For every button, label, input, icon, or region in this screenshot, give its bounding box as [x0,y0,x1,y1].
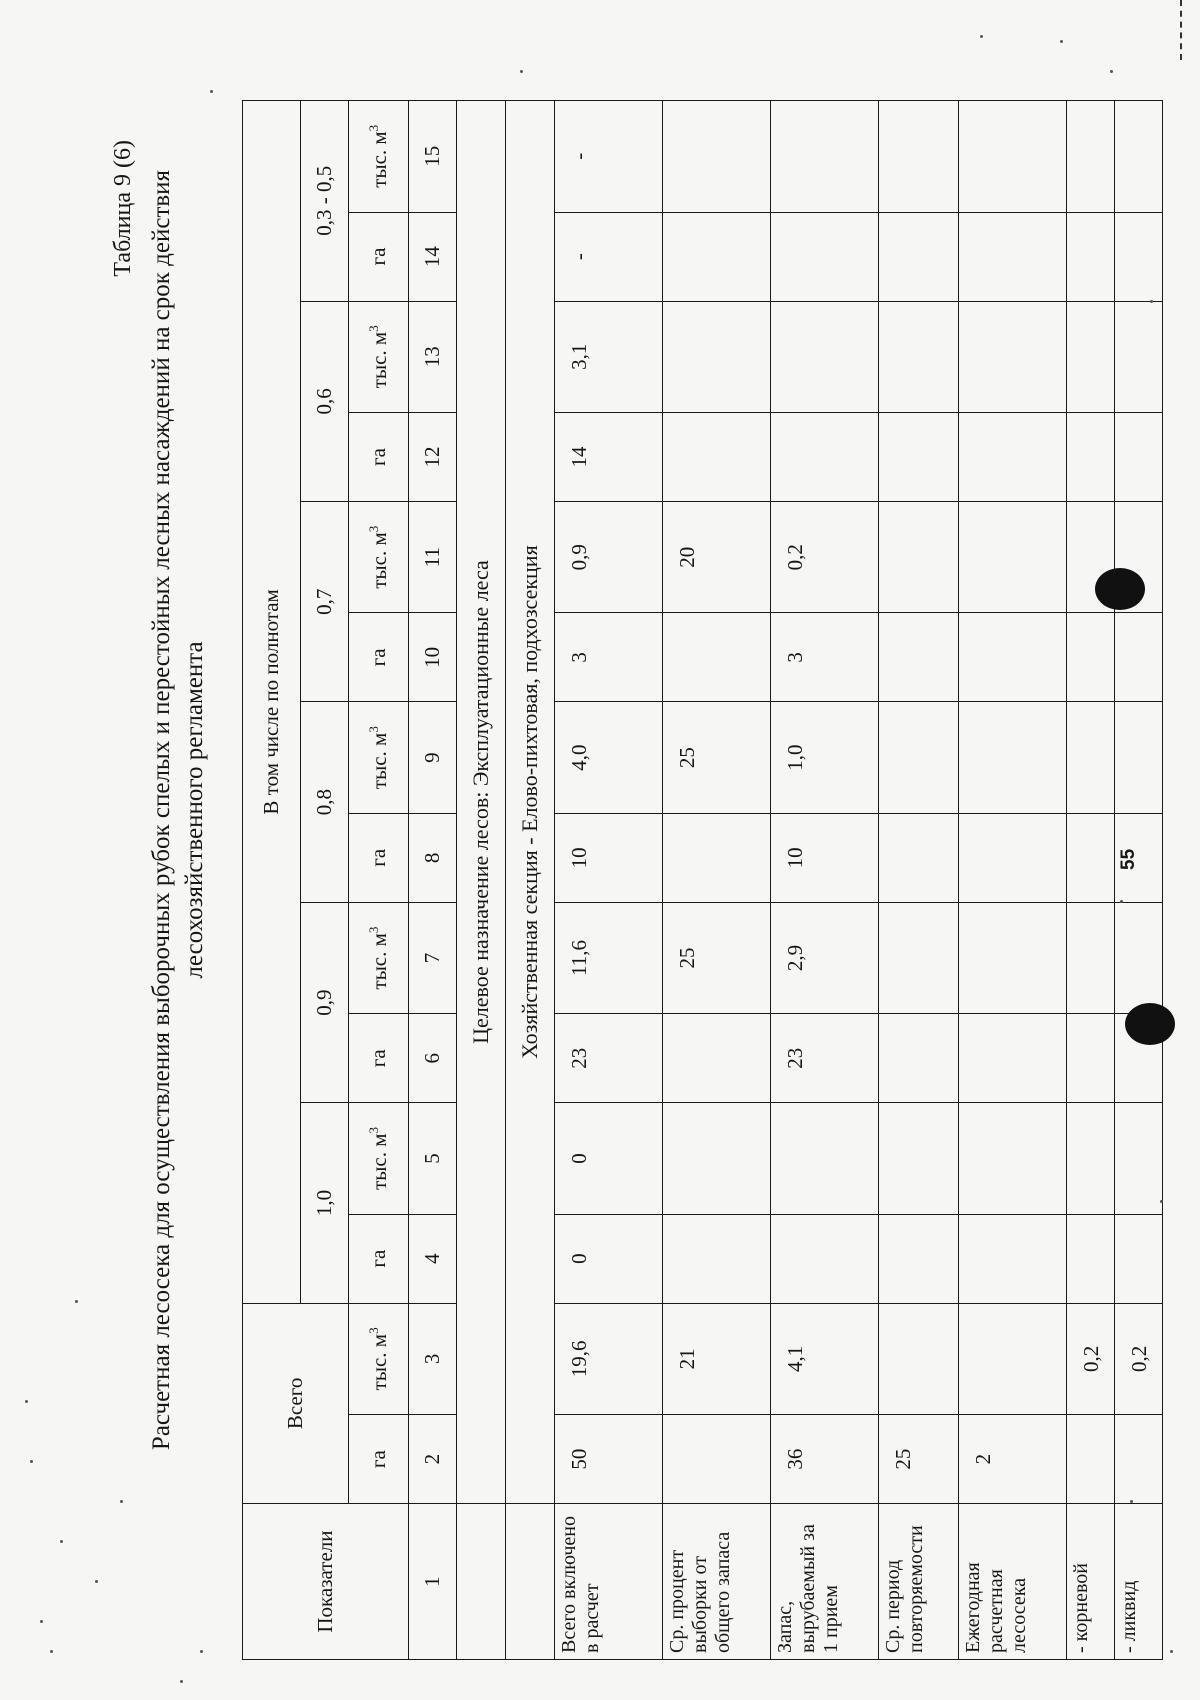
document-title [145,140,211,1480]
unit-ha: га [349,613,409,702]
unit-volume-superscript: 3 [365,525,381,533]
table-cell [1115,212,1163,301]
row-label: Ср. период повторяемости [879,1504,959,1660]
table-cell [1067,101,1115,213]
table-cell [1067,613,1115,702]
table-cell [663,301,771,412]
table-cell: 36 [771,1415,879,1504]
table-cell [879,212,959,301]
row-label: Ежегодная расчетная лесосека [959,1504,1067,1660]
table-cell [959,1214,1067,1303]
table-cell [959,702,1067,813]
section-economic: Хозяйственная секция - Елово-пихтовая, подхозсекция [506,101,555,1504]
column-number: 15 [409,101,457,213]
page-number: 55 [1118,848,1139,870]
unit-volume [349,702,409,813]
table-cell [1115,702,1163,813]
table-cell [879,702,959,813]
unit-volume [349,1303,409,1414]
scan-speck [520,70,523,73]
scan-speck [75,1300,78,1303]
table-cell: 0 [555,1214,663,1303]
table-cell [1115,613,1163,702]
table-number: Таблица 9 (6) [110,140,136,277]
column-number: 1 [409,1504,457,1660]
section-purpose: Целевое назначение лесов: Эксплуатационные леса [457,101,506,1504]
table-row [771,101,879,1660]
table-cell [1067,412,1115,501]
table-cell [1067,902,1115,1013]
density-header: 1,0 [301,1103,349,1303]
table-cell [879,1303,959,1414]
table-cell [879,1014,959,1103]
table-cell [771,1103,879,1214]
table-cell: 50 [555,1415,663,1504]
table-cell: 10 [771,813,879,902]
table-cell [879,1103,959,1214]
column-number: 3 [409,1303,457,1414]
table-cell [663,1214,771,1303]
table-cell [663,212,771,301]
unit-ha: га [349,212,409,301]
unit-volume-superscript: 3 [365,325,381,332]
table-cell [1067,1103,1115,1214]
table-cell [663,613,771,702]
table-row [1067,101,1115,1660]
column-number: 10 [409,613,457,702]
row-label: - корневой [1067,1504,1115,1660]
column-number: 5 [409,1103,457,1214]
column-number: 8 [409,813,457,902]
table-cell: 0 [555,1103,663,1214]
table-cell: 25 [663,902,771,1013]
table-cell [959,412,1067,501]
table-cell [1067,702,1115,813]
table-cell: 0,9 [555,502,663,613]
table-cell: 2,9 [771,902,879,1013]
row-label: Всего включено в расчет [555,1504,663,1660]
table-cell [1115,1415,1163,1504]
table-cell [663,813,771,902]
table-cell [959,1014,1067,1103]
table-cell [663,1415,771,1504]
column-number: 4 [409,1214,457,1303]
table-cell [1115,1214,1163,1303]
table-cell: 3 [771,613,879,702]
column-number: 7 [409,902,457,1013]
table-cell: 25 [879,1415,959,1504]
unit-ha: га [349,412,409,501]
table-cell [771,101,879,213]
table-cell [879,101,959,213]
table-cell [959,101,1067,213]
table-cell: 3 [555,613,663,702]
unit-ha: га [349,1214,409,1303]
scan-speck [50,1650,53,1653]
table-cell [1067,301,1115,412]
table-row [959,101,1067,1660]
table-cell [1115,902,1163,1013]
table-cell [879,902,959,1013]
table-cell: 23 [771,1014,879,1103]
table-row [1115,101,1163,1660]
section-blank [506,1504,555,1660]
table-cell: 19,6 [555,1303,663,1414]
row-label: Ср. процент выборки от общего запаса [663,1504,771,1660]
unit-volume-superscript: 3 [365,124,381,132]
table-cell: 3,1 [555,301,663,412]
scan-speck [40,1620,43,1623]
unit-volume [349,1103,409,1214]
table-row [879,101,959,1660]
scan-speck [120,1500,123,1503]
unit-volume-text: тыс. м [366,1333,391,1391]
density-header: 0,7 [301,502,349,702]
density-header: 0,9 [301,902,349,1102]
unit-volume-superscript: 3 [365,926,381,934]
table-cell: 23 [555,1014,663,1103]
table-cell [959,1103,1067,1214]
unit-volume-superscript: 3 [365,1127,381,1134]
table-cell [771,212,879,301]
table-cell: 4,1 [771,1303,879,1414]
table-cell: 11,6 [555,902,663,1013]
punch-hole [1095,568,1145,610]
table-cell [1115,101,1163,213]
table-cell [959,301,1067,412]
table-cell [959,813,1067,902]
density-header: 0,6 [301,301,349,501]
header-indicators: Показатели [243,1504,409,1660]
unit-volume-superscript: 3 [365,726,381,733]
unit-volume [349,902,409,1013]
table-cell [1067,1014,1115,1103]
section-blank [457,1504,506,1660]
column-number: 14 [409,212,457,301]
table-cell [1115,301,1163,412]
unit-volume [349,502,409,613]
scan-speck [200,1650,203,1653]
scan-speck [1060,40,1063,43]
column-number: 13 [409,301,457,412]
unit-ha: га [349,1415,409,1504]
column-number: 12 [409,412,457,501]
unit-ha: га [349,1014,409,1103]
unit-volume-text: тыс. м [366,732,391,790]
row-label: Запас, вырубаемый за 1 прием [771,1504,879,1660]
scan-speck [980,35,983,38]
unit-volume [349,101,409,213]
header-including-by-density: В том числе по полнотам [243,101,301,1304]
allowable-cut-table [242,100,1163,1660]
scan-speck [1110,70,1113,73]
table-cell: 25 [663,702,771,813]
table-cell: 0,2 [1067,1303,1115,1414]
table-cell: 14 [555,412,663,501]
unit-volume-text: тыс. м [366,532,391,589]
density-header: 0,8 [301,702,349,902]
table-cell [1067,212,1115,301]
table-cell: 10 [555,813,663,902]
table-cell [771,1214,879,1303]
header-total: Всего [243,1303,349,1503]
table-cell [1067,813,1115,902]
table-cell [879,502,959,613]
table-cell: 4,0 [555,702,663,813]
table-cell [879,613,959,702]
table-cell [959,902,1067,1013]
scan-speck [210,90,213,93]
table-cell [879,412,959,501]
unit-volume-text: тыс. м [366,933,391,990]
unit-ha: га [349,813,409,902]
table-cell: 20 [663,502,771,613]
scan-speck [1170,1650,1173,1653]
row-label: - ликвид [1115,1504,1163,1660]
unit-volume-superscript: 3 [365,1327,381,1334]
scan-speck [30,1460,33,1463]
table-cell [879,1214,959,1303]
column-number: 9 [409,702,457,813]
table-cell [1067,1214,1115,1303]
table-cell [959,212,1067,301]
table-cell: 1,0 [771,702,879,813]
table-cell: 0,2 [1115,1303,1163,1414]
column-number: 2 [409,1415,457,1504]
table-cell [1115,412,1163,501]
scan-edge-mark [1180,0,1182,60]
scan-speck [1150,300,1153,303]
density-header: 0,3 - 0,5 [301,101,349,302]
table-cell: 21 [663,1303,771,1414]
table-cell [1115,1103,1163,1214]
unit-volume-text: тыс. м [366,131,391,188]
table-cell: 2 [959,1415,1067,1504]
table-cell: 0,2 [771,502,879,613]
table-cell [959,613,1067,702]
table-cell [663,1103,771,1214]
scan-speck [180,1680,183,1683]
punch-hole [1125,1003,1175,1045]
scan-speck [1120,900,1123,903]
table-cell [663,101,771,213]
scan-speck [25,1400,28,1403]
table-cell [959,1303,1067,1414]
table-cell [879,813,959,902]
table-cell [1067,1415,1115,1504]
title-line-1: Расчетная лесосека для осуществления выборочных рубок спелых и перестойных лесных насаждений на срок действия [148,169,175,1451]
table-cell: - [555,212,663,301]
unit-volume-text: тыс. м [366,1133,391,1190]
table-cell [771,301,879,412]
scan-speck [1130,1500,1133,1503]
title-line-2: лесохозяйственного регламента [181,641,208,979]
table-cell [771,412,879,501]
scan-speck [95,1580,98,1583]
table-cell [959,502,1067,613]
table-cell [879,301,959,412]
table-cell: - [555,101,663,213]
scan-speck [1160,1200,1163,1203]
table-row [555,101,663,1660]
table-cell [663,412,771,501]
column-number: 11 [409,502,457,613]
scan-speck [60,1540,63,1543]
table-cell [663,1014,771,1103]
table-row [663,101,771,1660]
unit-volume [349,301,409,412]
column-number: 6 [409,1014,457,1103]
unit-volume-text: тыс. м [366,331,391,389]
